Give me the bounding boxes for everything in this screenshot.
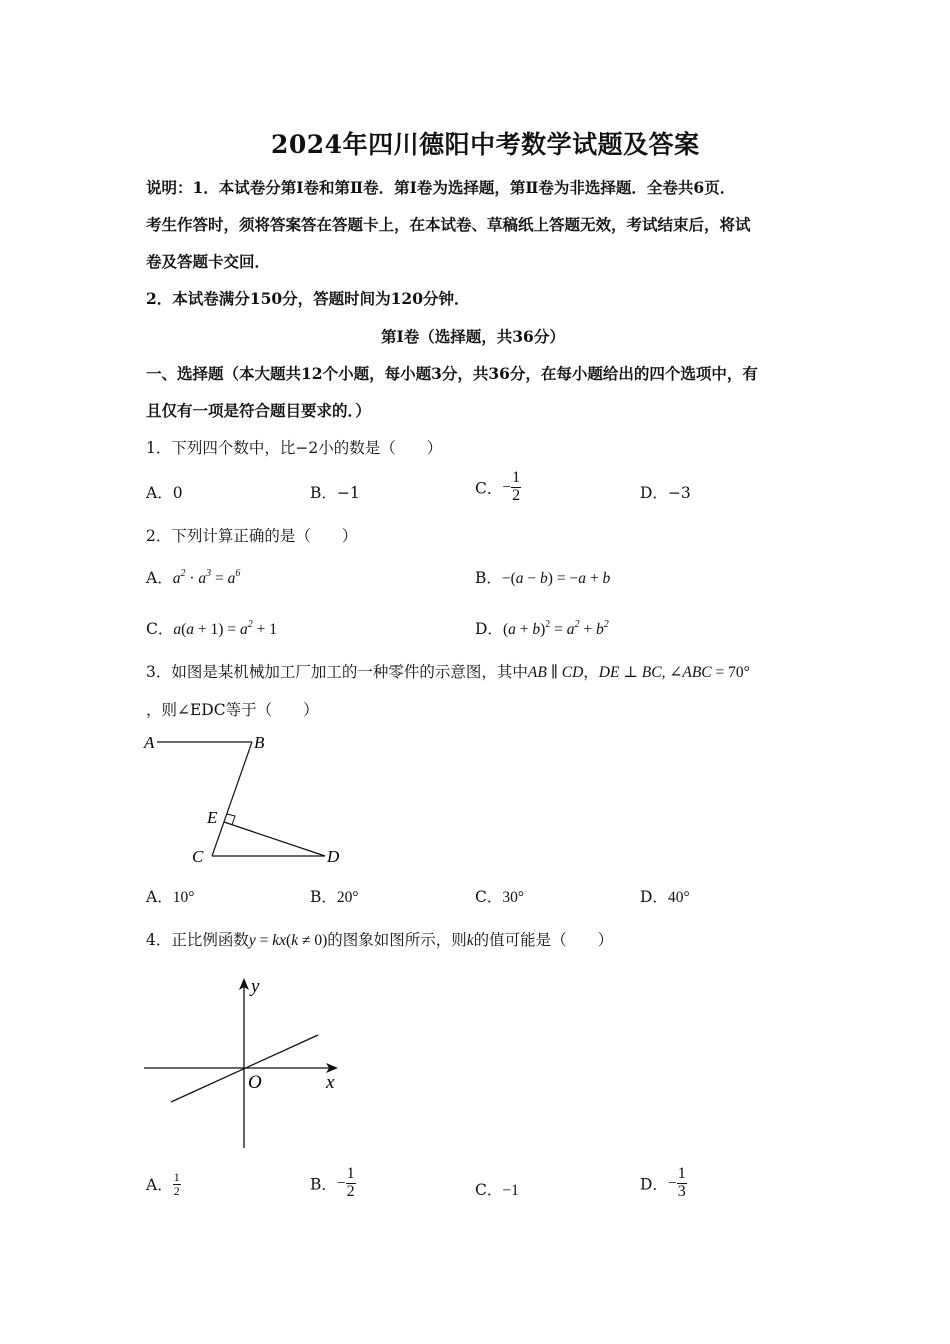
q3-option-a: A．10° (146, 888, 195, 906)
y-axis-label: y (251, 976, 260, 997)
q3-stem-line-2: ，则∠EDC等于（ ） (146, 701, 319, 719)
label-c: C (192, 847, 204, 866)
q4-stem: 4．正比例函数y = kx(k ≠ 0)的图象如图所示，则k的值可能是（ ） (146, 931, 614, 949)
q3-option-c: C．30° (475, 888, 525, 906)
segment-bc (212, 742, 252, 856)
q1-option-b: B．−1 (310, 484, 360, 502)
q2-option-a: A．$a^2 \cdot a^3 = a^6$ (146, 568, 241, 587)
origin-label: O (248, 1072, 262, 1093)
label-a: A (144, 733, 155, 752)
instruction-line-3: 卷及答题卡交回． (146, 252, 271, 271)
page-title: 2024年四川德阳中考数学试题及答案 (271, 130, 700, 159)
q2-stem: 2．下列计算正确的是（ ） (146, 527, 358, 545)
q1-option-c-fraction: $\frac{1}{2}$ (512, 469, 521, 504)
label-b: B (254, 733, 265, 752)
q4-option-c: C．−1 (475, 1181, 519, 1199)
part-heading: 第Ⅰ卷（选择题，共36分） (381, 327, 565, 346)
q3-option-d: D．40° (640, 888, 690, 906)
section-heading-line-1: 一、选择题（本大题共12个小题，每小题3分，共36分，在每小题给出的四个选项中，有 (146, 364, 758, 383)
q3-figure (140, 728, 350, 873)
q1-stem: 1．下列四个数中，比−2小的数是（ ） (146, 439, 443, 457)
instruction-line-4: 2．本试卷满分150分，答题时间为120分钟． (146, 289, 470, 308)
q4-option-a-fraction: $\frac{1}{2}$ (173, 1170, 180, 1198)
q1-option-a: A．0 (146, 484, 183, 502)
q4-option-b: B．− $\frac{1}{2}$ (310, 1165, 355, 1200)
q1-option-d: D．−3 (640, 484, 691, 502)
q1-option-c: C．− $\frac{1}{2}$ (475, 469, 521, 504)
q4-graph (140, 970, 350, 1152)
x-axis-label: x (326, 1072, 335, 1093)
segment-de (224, 822, 325, 856)
label-d: D (327, 847, 340, 866)
q2-option-d: D．$(a + b)^2 = a^2 + b^2$ (475, 619, 609, 638)
section-heading-line-2: 且仅有一项是符合题目要求的．） (146, 401, 371, 420)
q4-option-a: A． $\frac{1}{2}$ (146, 1170, 180, 1198)
instruction-line-2: 考生作答时，须将答案答在答题卡上，在本试卷、草稿纸上答题无效，考试结束后，将试 (146, 215, 751, 234)
q4-option-b-fraction: $\frac{1}{2}$ (346, 1165, 355, 1200)
q4-option-d: D．− $\frac{1}{3}$ (640, 1165, 686, 1200)
q3-stem-line-1: 3．如图是某机械加工厂加工的一种零件的示意图，其中AB ∥ CD，DE ⊥ BC, ∠ABC = 70° (146, 663, 750, 681)
q2-option-b: B．−(a − b) = −a + b (475, 569, 611, 587)
q4-option-d-fraction: $\frac{1}{3}$ (677, 1165, 686, 1200)
label-e: E (207, 808, 218, 827)
instruction-line-1: 说明：1．本试卷分第Ⅰ卷和第Ⅱ卷．第Ⅰ卷为选择题，第Ⅱ卷为非选择题．全卷共6页． (146, 178, 736, 197)
q2-option-c: C．$a(a + 1) = a^2 + 1$ (146, 619, 277, 638)
q3-option-b: B．20° (310, 888, 359, 906)
